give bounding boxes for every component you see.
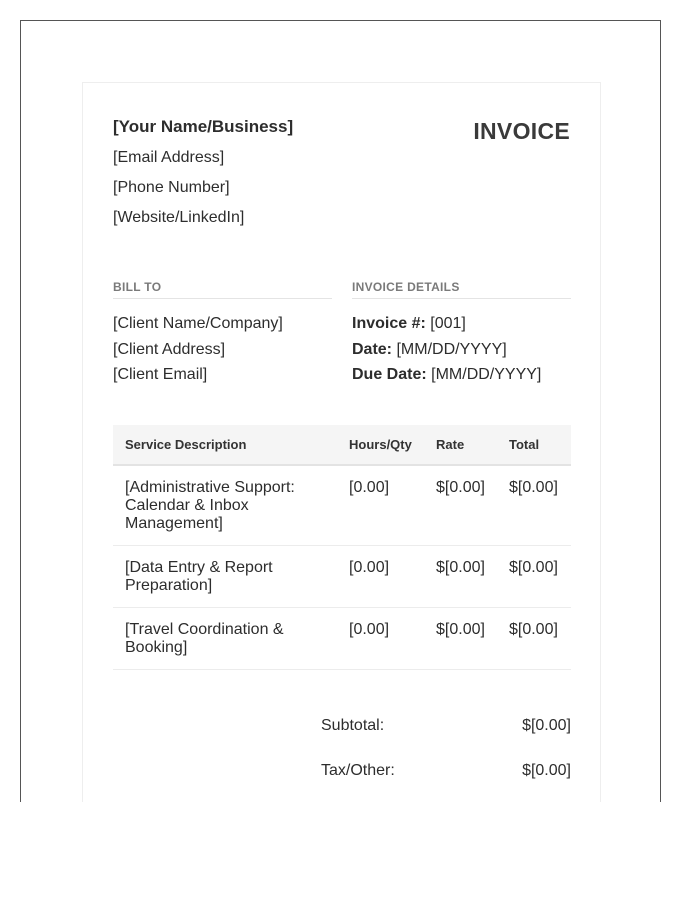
invoice-details-heading: INVOICE DETAILS [352, 280, 571, 299]
invoice-details-section [352, 280, 571, 388]
invoice-date-label: Date: [352, 340, 393, 358]
tax-value: $[0.00] [522, 762, 571, 779]
invoice-date-value: [MM/DD/YYYY] [396, 340, 507, 358]
client-email: [Client Email] [113, 366, 208, 383]
sender-phone: [Phone Number] [113, 179, 230, 196]
header-hours-qty: Hours/Qty [337, 425, 424, 465]
row-rate: $[0.00] [424, 608, 497, 670]
bill-to-heading: BILL TO [113, 280, 332, 299]
row-hours: [0.00] [337, 608, 424, 670]
invoice-card [82, 82, 601, 802]
table-row [113, 465, 571, 546]
row-hours: [0.00] [337, 546, 424, 608]
row-rate: $[0.00] [424, 546, 497, 608]
row-description: [Data Entry & Report Preparation] [113, 546, 337, 608]
invoice-title: INVOICE [473, 118, 570, 144]
row-description: [Administrative Support: Calendar & Inbox Management] [113, 465, 337, 546]
due-date-line [352, 362, 571, 388]
subtotal-row [321, 716, 571, 761]
table-row [113, 546, 571, 608]
subtotal-value: $[0.00] [522, 717, 571, 734]
header-total: Total [497, 425, 571, 465]
row-total: $[0.00] [497, 546, 571, 608]
header-rate: Rate [424, 425, 497, 465]
sender-website: [Website/LinkedIn] [113, 209, 245, 226]
sender-block [113, 116, 293, 238]
sender-email: [Email Address] [113, 149, 225, 166]
row-total: $[0.00] [497, 608, 571, 670]
table-row [113, 608, 571, 670]
client-name: [Client Name/Company] [113, 315, 283, 332]
invoice-number-line [352, 311, 571, 337]
due-date-label: Due Date: [352, 366, 427, 383]
row-rate: $[0.00] [424, 465, 497, 546]
row-hours: [0.00] [337, 465, 424, 546]
table-header-row [113, 425, 571, 465]
totals-block [321, 716, 571, 802]
tax-row [321, 761, 571, 802]
row-total: $[0.00] [497, 465, 571, 546]
subtotal-label: Subtotal: [321, 717, 385, 734]
sender-name: [Your Name/Business] [113, 117, 294, 136]
row-description: [Travel Coordination & Booking] [113, 608, 337, 670]
invoice-number-label: Invoice #: [352, 315, 426, 332]
client-address: [Client Address] [113, 340, 226, 358]
services-table [113, 425, 571, 670]
document-page [20, 20, 661, 802]
due-date-value: [MM/DD/YYYY] [431, 366, 542, 383]
tax-label: Tax/Other: [321, 762, 395, 779]
bill-to-section [113, 280, 332, 388]
invoice-date-line [352, 337, 571, 363]
header-service-description: Service Description [113, 425, 337, 465]
invoice-number-value: [001] [430, 315, 466, 332]
